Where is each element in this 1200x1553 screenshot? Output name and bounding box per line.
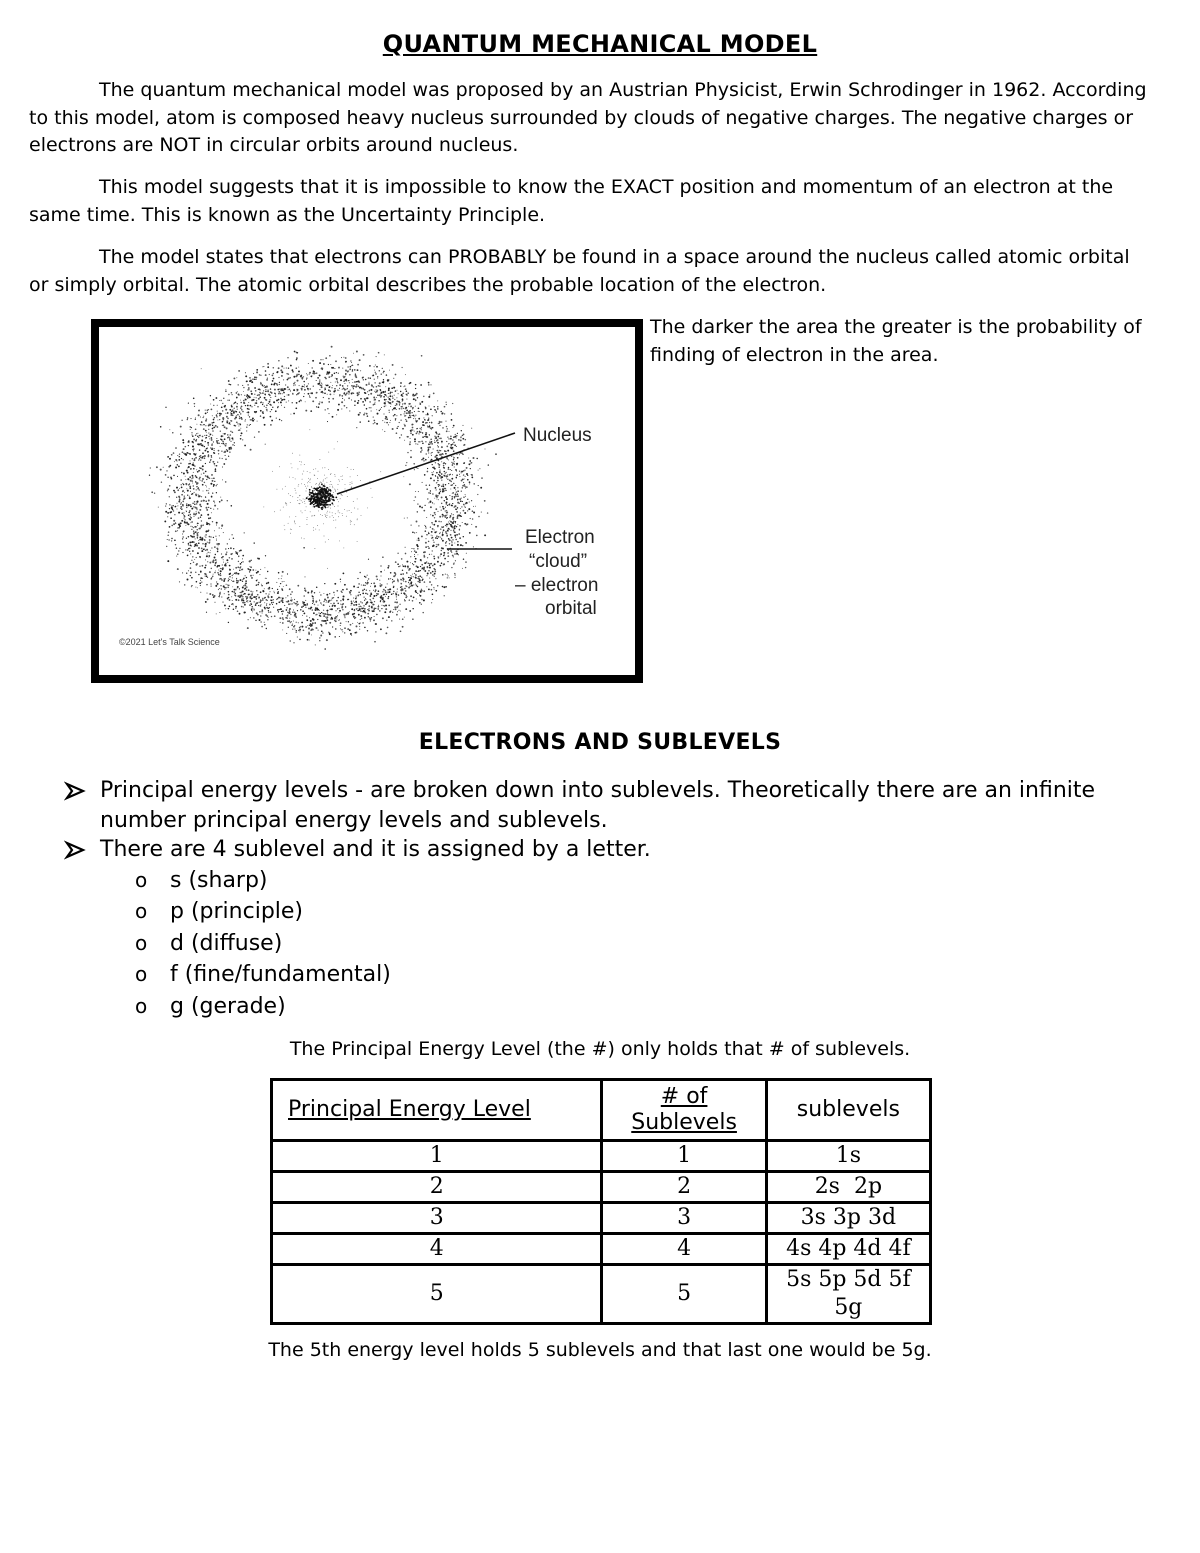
cell-count: 2 [602,1172,766,1203]
header-number-of-sublevels: # of Sublevels [602,1080,766,1141]
electron-cloud-figure [91,319,643,683]
cell-sublevels: 5s 5p 5d 5f 5g [766,1265,930,1324]
table-note: The 5th energy level holds 5 sublevels and that last one would be 5g. [268,1339,932,1361]
cell-sublevels: 4s 4p 4d 4f [766,1234,930,1265]
sublevel-item [60,959,1180,991]
cloud-label-line1: Electron [525,527,595,548]
circle-bullet-icon: o [135,867,148,892]
table-row [272,1172,931,1203]
bullet-item [60,835,1180,865]
sublevel-d: d (diffuse) [170,930,283,956]
cell-level: 3 [272,1203,602,1234]
section-heading: ELECTRONS AND SUBLEVELS [418,730,782,755]
cell-count: 4 [602,1234,766,1265]
paragraph-intro [29,77,1149,160]
header-sublevels: sublevels [766,1080,930,1141]
paragraph-intro-text: The quantum mechanical model was proposed by an Austrian Physicist, Erwin Schrodinger in 1962. According to this model, atom is composed heavy nucleus surrounded by clouds of negative charges. The negative charges or electrons are NOT in circular orbits around nucleus. [29,79,1147,156]
circle-bullet-icon: o [135,930,148,955]
figure-credit: ©2021 Let's Talk Science [119,637,220,647]
energy-level-table [270,1078,932,1325]
cell-level: 1 [272,1141,602,1172]
table-row [272,1141,931,1172]
sublevel-bullet-list [60,776,1180,1022]
circle-bullet-icon: o [135,993,148,1018]
circle-bullet-icon: o [135,962,148,986]
circle-bullet-icon: o [135,899,148,923]
sublevel-s: s (sharp) [170,867,268,893]
cell-level: 2 [272,1172,602,1203]
cloud-label-line4: orbital [545,598,597,619]
cell-sublevels: 3s 3p 3d [766,1203,930,1234]
table-row [272,1203,931,1234]
arrowhead-bullet-icon [64,776,86,805]
sublevel-f: f (fine/fundamental) [170,962,391,987]
cloud-label-line2: “cloud” [529,551,588,572]
sublevel-p: p (principle) [170,899,304,924]
bullet-sublevel-count: There are 4 sublevel and it is assigned by a letter. [100,837,651,862]
paragraph-orbital [29,244,1149,299]
paragraph-uncertainty-text: This model suggests that it is impossible to know the EXACT position and momentum of an electron at the same time. This is known as the Uncertainty Principle. [29,176,1114,226]
sublevel-g: g (gerade) [170,993,286,1019]
table-row [272,1234,931,1265]
paragraph-orbital-text: The model states that electrons can PROBABLY be found in a space around the nucleus called atomic orbital or simply orbital. The atomic orbital describes the probable location of the electron. [29,246,1130,296]
figure-caption: The darker the area the greater is the probability of finding of electron in the area. [650,316,1142,366]
cell-count: 5 [602,1265,766,1324]
cell-level: 5 [272,1265,602,1324]
arrowhead-bullet-icon [64,835,86,864]
table-row [272,1265,931,1324]
table-header-row [272,1080,931,1141]
paragraph-uncertainty [29,174,1149,229]
cell-sublevels: 1s [766,1141,930,1172]
bullet-principal-levels: Principal energy levels - are broken down into sublevels. Theoretically there are an infinite number principal energy levels and sublevels. [100,778,1096,833]
cell-count: 3 [602,1203,766,1234]
document-title: QUANTUM MECHANICAL MODEL [382,30,818,58]
cell-level: 4 [272,1234,602,1265]
nucleus-label: Nucleus [523,425,592,446]
cloud-label-line3: – electron [515,575,599,596]
sublevel-item [60,991,1180,1023]
header-principal-energy-level: Principal Energy Level [272,1080,602,1141]
bullet-item [60,776,1180,835]
cell-sublevels: 2s 2p [766,1172,930,1203]
table-intro: The Principal Energy Level (the #) only holds that # of sublevels. [289,1038,911,1060]
cell-count: 1 [602,1141,766,1172]
sublevel-item [60,865,1180,897]
electron-cloud-diagram [99,327,635,675]
sublevel-item [60,896,1180,928]
sublevel-item [60,928,1180,960]
